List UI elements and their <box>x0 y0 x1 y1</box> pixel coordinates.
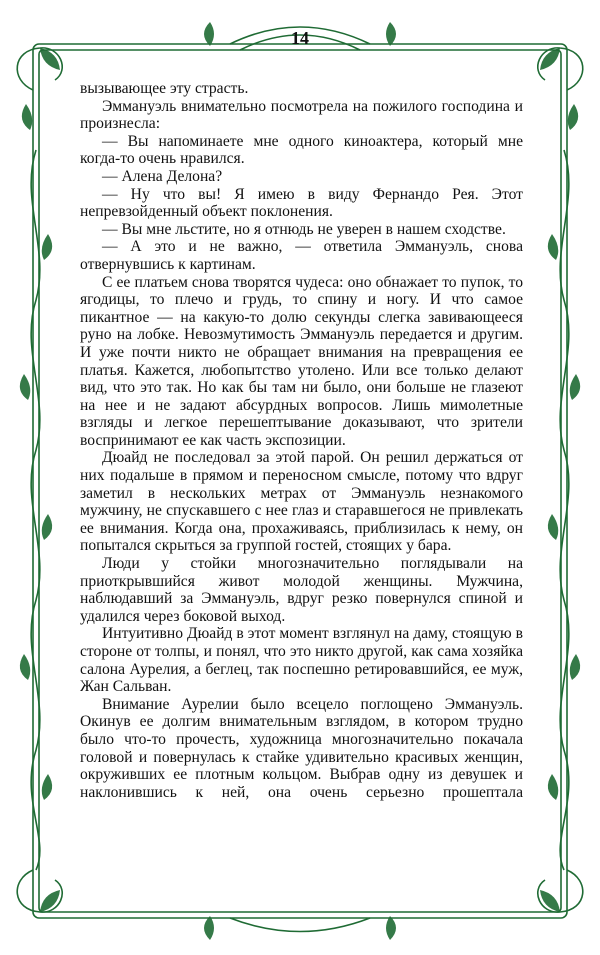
dialogue-line: — А это и не важно, — ответила Эммануэль, снова отвернувшись к картинам. <box>80 238 523 273</box>
paragraph: Эммануэль внимательно посмотрела на пожилого господина и произнесла: <box>80 97 523 133</box>
paragraph: Интуитивно Дюайд в этот момент взглянул на даму, стоящую в стороне от толпы, и понял, что это никто другой, как сама хозяйка салона Аурелия, а беглец, так поспешно ретировавшийся, ее муж, Жан Сальван. <box>80 625 523 696</box>
page-number: 14 <box>291 28 309 48</box>
paragraph: Дюайд не последовал за этой парой. Он решил держаться от них подальше в прямом и переносном смысле, потому что вдруг заметил в нескольких метрах от Эммануэль незнакомого мужчину, не спускавшего с нее глаз и старавшегося не привлекать ее внимания. Когда она, прохаживаясь, приблизилась к нему, он попытался скрыться за группой гостей, стоящих у бара. <box>80 449 523 555</box>
paragraph: вызывающее эту страсть. <box>80 80 249 97</box>
body-text <box>80 80 523 801</box>
paragraph: С ее платьем снова творятся чудеса: оно обнажает то пупок, то ягодицы, то плечо и грудь, то спину и ногу. И что самое пикантное — на какую-то долю секунды слегка завивающееся руно на лобке. Невозмутимость Эммануэль передается и другим. И уже почти никто не обращает внимания на превращения ее платья. Кажется, любопытство утолено. Или все только делают вид, что это так. Но как бы там ни было, они больше не глазеют на нее и не задают абсурдных вопросов. Лишь мимолетные взгляды и легкое перешептывание доказывают, что зрители воспринимают ее как часть экспозиции. <box>80 273 523 449</box>
dialogue-line: — Алена Делона? <box>102 167 223 185</box>
paragraph: Внимание Аурелии было всецело поглощено Эммануэль. Окинув ее долгим внимательным взглядом, в котором трудно было что-то прочесть, художница многозначительно покачала головой и повернулась к стайке удивительно красивых женщин, окруживших ее плотным кольцом. Выбрав одну из девушек и наклонившись к ней, она очень серьезно прошептала <box>80 695 523 801</box>
paragraph: Люди у стойки многозначительно поглядывали на приоткрывшийся живот молодой женщины. Мужчина, наблюдавший за Эммануэль, вдруг резко повернулся спиной и удалился через боковой выход. <box>80 555 523 625</box>
dialogue-line: — Ну что вы! Я имею в виду Фернандо Рея. Этот непревзойденный объект поклонения. <box>80 185 523 221</box>
dialogue-line: — Вы мне льстите, но я отнюдь не уверен в нашем сходстве. <box>102 220 506 238</box>
dialogue-line: — Вы напоминаете мне одного киноактера, который мне когда-то очень нравился. <box>80 132 523 168</box>
